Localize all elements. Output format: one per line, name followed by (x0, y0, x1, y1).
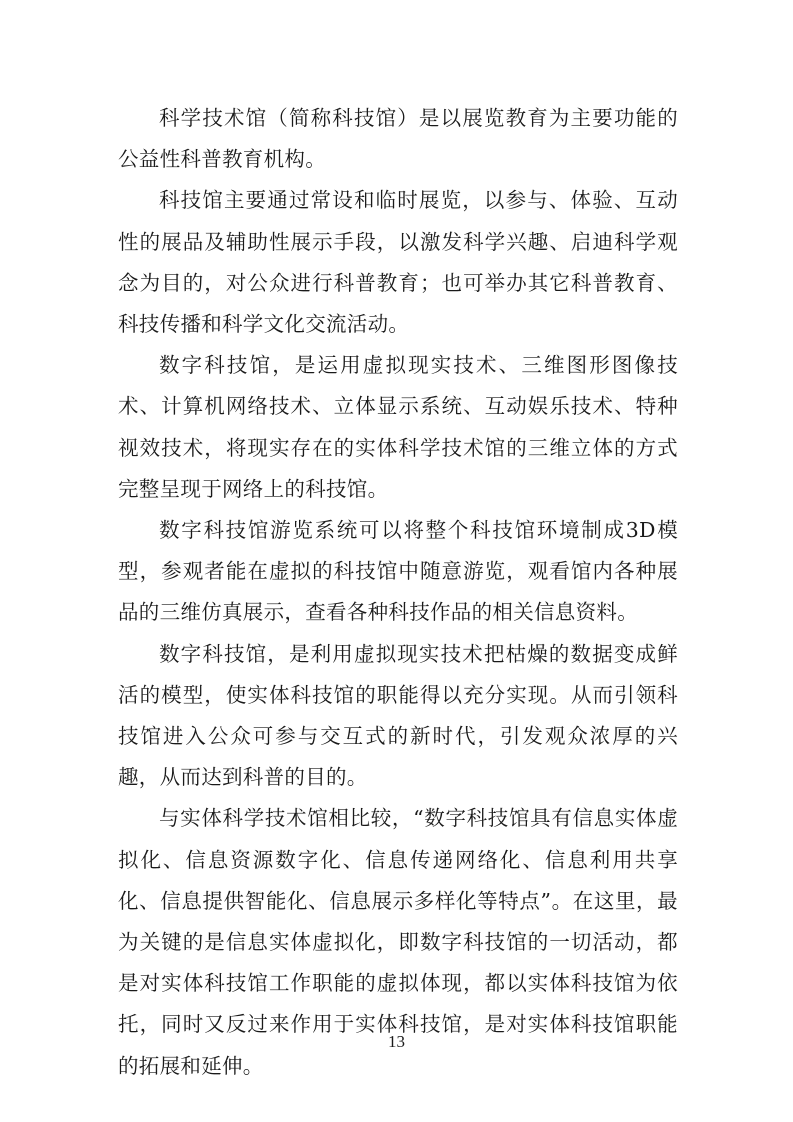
document-body (118, 98, 678, 1087)
paragraph-3: 数字科技馆，是运用虚拟现实技术、三维图形图像技术、计算机网络技术、立体显示系统、互动娱乐技术、特种视效技术，将现实存在的实体科学技术馆的三维立体的方式完整呈现于网络上的科技馆。 (118, 353, 678, 501)
paragraph-6: 与实体科学技术馆相比较，“数字科技馆具有信息实体虚拟化、信息资源数字化、信息传递网络化、信息利用共享化、信息提供智能化、信息展示多样化等特点”。在这里，最为关键的是信息实体虚拟化，即数字科技馆的一切活动，都是对实体科技馆工作职能的虚拟体现，都以实体科技馆为依托，同时又反过来作用于实体科技馆，是对实体科技馆职能的拓展和延伸。 (118, 806, 678, 1078)
paragraph-5: 数字科技馆，是利用虚拟现实技术把枯燥的数据变成鲜活的模型，使实体科技馆的职能得以充分实现。从而引领科技馆进入公众可参与交互式的新时代，引发观众浓厚的兴趣，从而达到科普的目的。 (118, 641, 678, 790)
page-number: 13 (388, 1032, 405, 1051)
paragraph-4: 数字科技馆游览系统可以将整个科技馆环境制成3D模型，参观者能在虚拟的科技馆中随意游览，观看馆内各种展品的三维仿真展示，查看各种科技作品的相关信息资料。 (118, 518, 678, 625)
paragraph-1: 科学技术馆（简称科技馆）是以展览教育为主要功能的公益性科普教育机构。 (118, 106, 678, 172)
paragraph-2: 科技馆主要通过常设和临时展览，以参与、体验、互动性的展品及辅助性展示手段，以激发科学兴趣、启迪科学观念为目的，对公众进行科普教育；也可举办其它科普教育、科技传播和科学文化交流活动。 (118, 188, 678, 337)
